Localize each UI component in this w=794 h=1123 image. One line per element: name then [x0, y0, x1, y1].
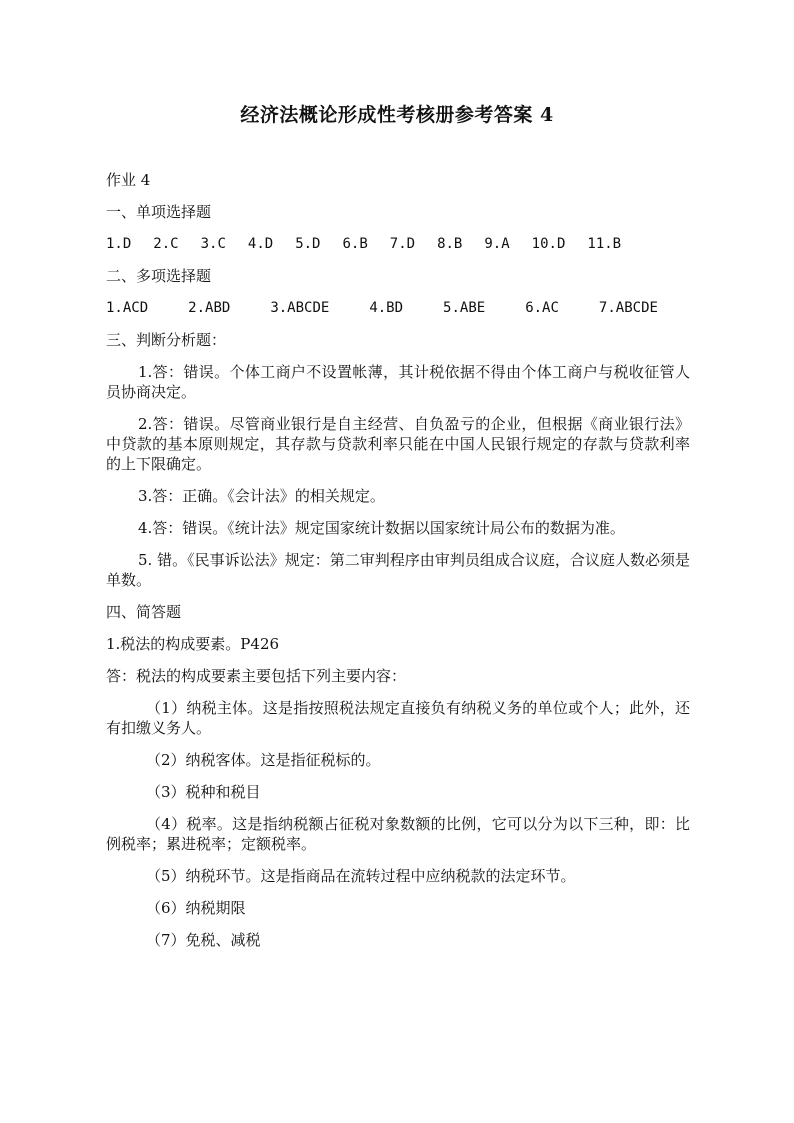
- judgement-item: 2.答：错误。尽管商业银行是自主经营、自负盈亏的企业，但根据《商业银行法》中贷款的基本原则规定，其存款与贷款利率只能在中国人民银行规定的存款与贷款利率的上下限确定。: [106, 415, 690, 473]
- multi-choice-answers: [106, 298, 690, 318]
- short-answer-item: （5）纳税环节。这是指商品在流转过程中应纳税款的法定环节。: [146, 867, 576, 885]
- answer-item: 1.D: [106, 236, 132, 252]
- single-choice-answers: [106, 234, 690, 254]
- answer-item: 4.D: [247, 236, 274, 252]
- answer-item: 2.C: [153, 236, 179, 252]
- answer-item: 8.B: [437, 236, 463, 252]
- document-title: 经济法概论形成性考核册参考答案 4: [240, 104, 554, 126]
- short-answer-item: （3）税种和税目: [146, 783, 261, 801]
- single-choice-heading: 一、单项选择题: [106, 203, 212, 221]
- short-answer-heading: 四、简答题: [106, 603, 182, 621]
- answer-item: 3.C: [200, 236, 226, 252]
- assignment-label: 作业 4: [106, 171, 151, 189]
- answer-item: 7.D: [389, 236, 416, 252]
- document-body: [106, 170, 690, 962]
- answer-item: 1.ACD: [106, 300, 149, 316]
- judgement-item: 4.答：错误。《统计法》规定国家统计数据以国家统计局公布的数据为准。: [138, 519, 625, 537]
- short-answer-item: （1）纳税主体。这是指按照税法规定直接负有纳税义务的单位或个人；此外，还有扣缴义务人。: [106, 699, 690, 737]
- answer-item: 3.ABCDE: [270, 300, 330, 316]
- short-answer-item: （6）纳税期限: [146, 899, 246, 917]
- short-answer-question: 1.税法的构成要素。P426: [106, 635, 280, 653]
- answer-item: 6.AC: [525, 300, 559, 316]
- answer-item: 6.B: [342, 236, 368, 252]
- answer-item: 7.ABCDE: [598, 300, 658, 316]
- short-answer-intro: 答：税法的构成要素主要包括下列主要内容：: [106, 667, 407, 685]
- judgement-item: 5. 错。《民事诉讼法》规定：第二审判程序由审判员组成合议庭，合议庭人数必须是单数。: [106, 551, 690, 589]
- short-answer-item: （2）纳税客体。这是指征税标的。: [146, 751, 381, 769]
- judgement-item: 3.答：正确。《会计法》的相关规定。: [138, 487, 385, 505]
- answer-item: 10.D: [531, 236, 566, 252]
- answer-item: 11.B: [587, 236, 622, 252]
- multi-choice-heading: 二、多项选择题: [106, 267, 212, 285]
- judgement-item: 1.答：错误。个体工商户不设置帐薄，其计税依据不得由个体工商户与税收征管人员协商决定。: [106, 363, 690, 401]
- answer-item: 5.D: [295, 236, 321, 252]
- answer-item: 5.ABE: [443, 300, 486, 316]
- judgement-heading: 三、判断分析题：: [106, 331, 227, 349]
- answer-item: 2.ABD: [188, 300, 231, 316]
- answer-item: 9.A: [484, 236, 510, 252]
- short-answer-item: （4）税率。这是指纳税额占征税对象数额的比例，它可以分为以下三种，即：比例税率；累进税率；定额税率。: [106, 815, 690, 853]
- answer-item: 4.BD: [369, 300, 404, 316]
- short-answer-item: （7）免税、减税: [146, 931, 261, 949]
